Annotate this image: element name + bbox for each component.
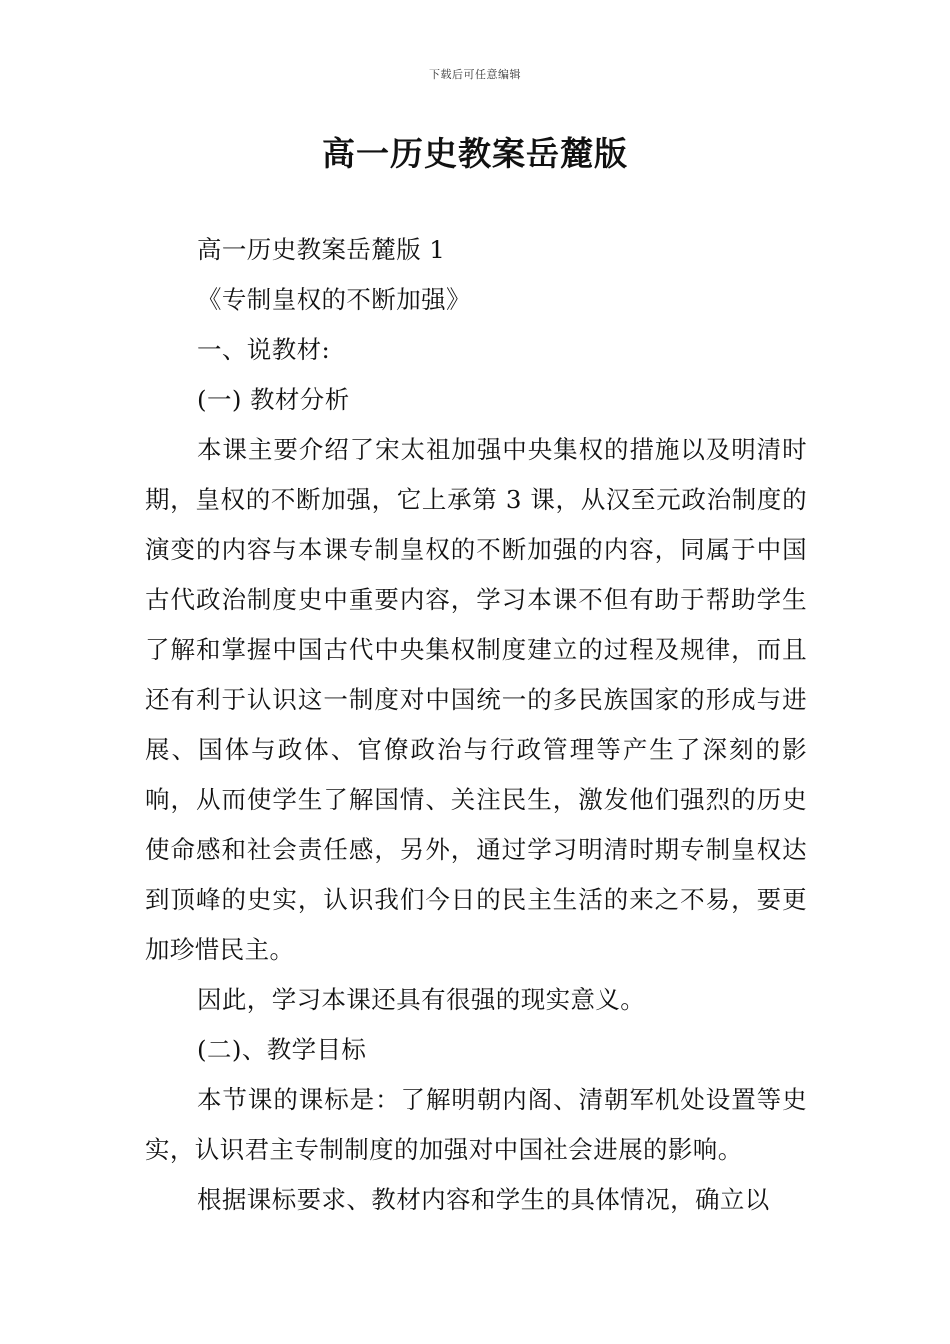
paragraph-curriculum-standard: 本节课的课标是：了解明朝内阁、清朝军机处设置等史实，认识君主专制制度的加强对中国社会进展的影响。 — [145, 1085, 807, 1164]
header-note: 下载后可任意编辑 — [429, 68, 521, 81]
paragraph-objectives-heading: (二)、教学目标 — [197, 1035, 367, 1064]
paragraph-analysis-body: 本课主要介绍了宋太祖加强中央集权的措施以及明清时期，皇权的不断加强，它上承第 3 课，从汉至元政治制度的演变的内容与本课专制皇权的不断加强的内容，同属于中国古代政治制度史中重要内容，学习本课不但有助于帮助学生了解和掌握中国古代中央集权制度建立的过程及规律，而且还有利于认识这一制度对中国统一的多民族国家的形成与进展、国体与政体、官僚政治与行政管理等产生了深刻的影响，从而使学生了解国情、关注民生，激发他们强烈的历史使命感和社会责任感，另外，通过学习明清时期专制皇权达到顶峰的史实，认识我们今日的民主生活的来之不易，要更加珍惜民主。 — [145, 435, 807, 964]
paragraph-requirements: 根据课标要求、教材内容和学生的具体情况，确立以 — [197, 1185, 770, 1214]
paragraph-subsection-heading: (一) 教材分析 — [197, 385, 350, 414]
document-body — [145, 225, 807, 1225]
paragraph-significance: 因此，学习本课还具有很强的现实意义。 — [197, 985, 646, 1014]
document-title: 高一历史教案岳麓版 — [322, 134, 628, 173]
paragraph-section-heading: 一、说教材: — [197, 335, 331, 364]
paragraph-lesson-title: 《专制皇权的不断加强》 — [197, 285, 471, 314]
paragraph-subtitle: 高一历史教案岳麓版 1 — [197, 235, 446, 264]
